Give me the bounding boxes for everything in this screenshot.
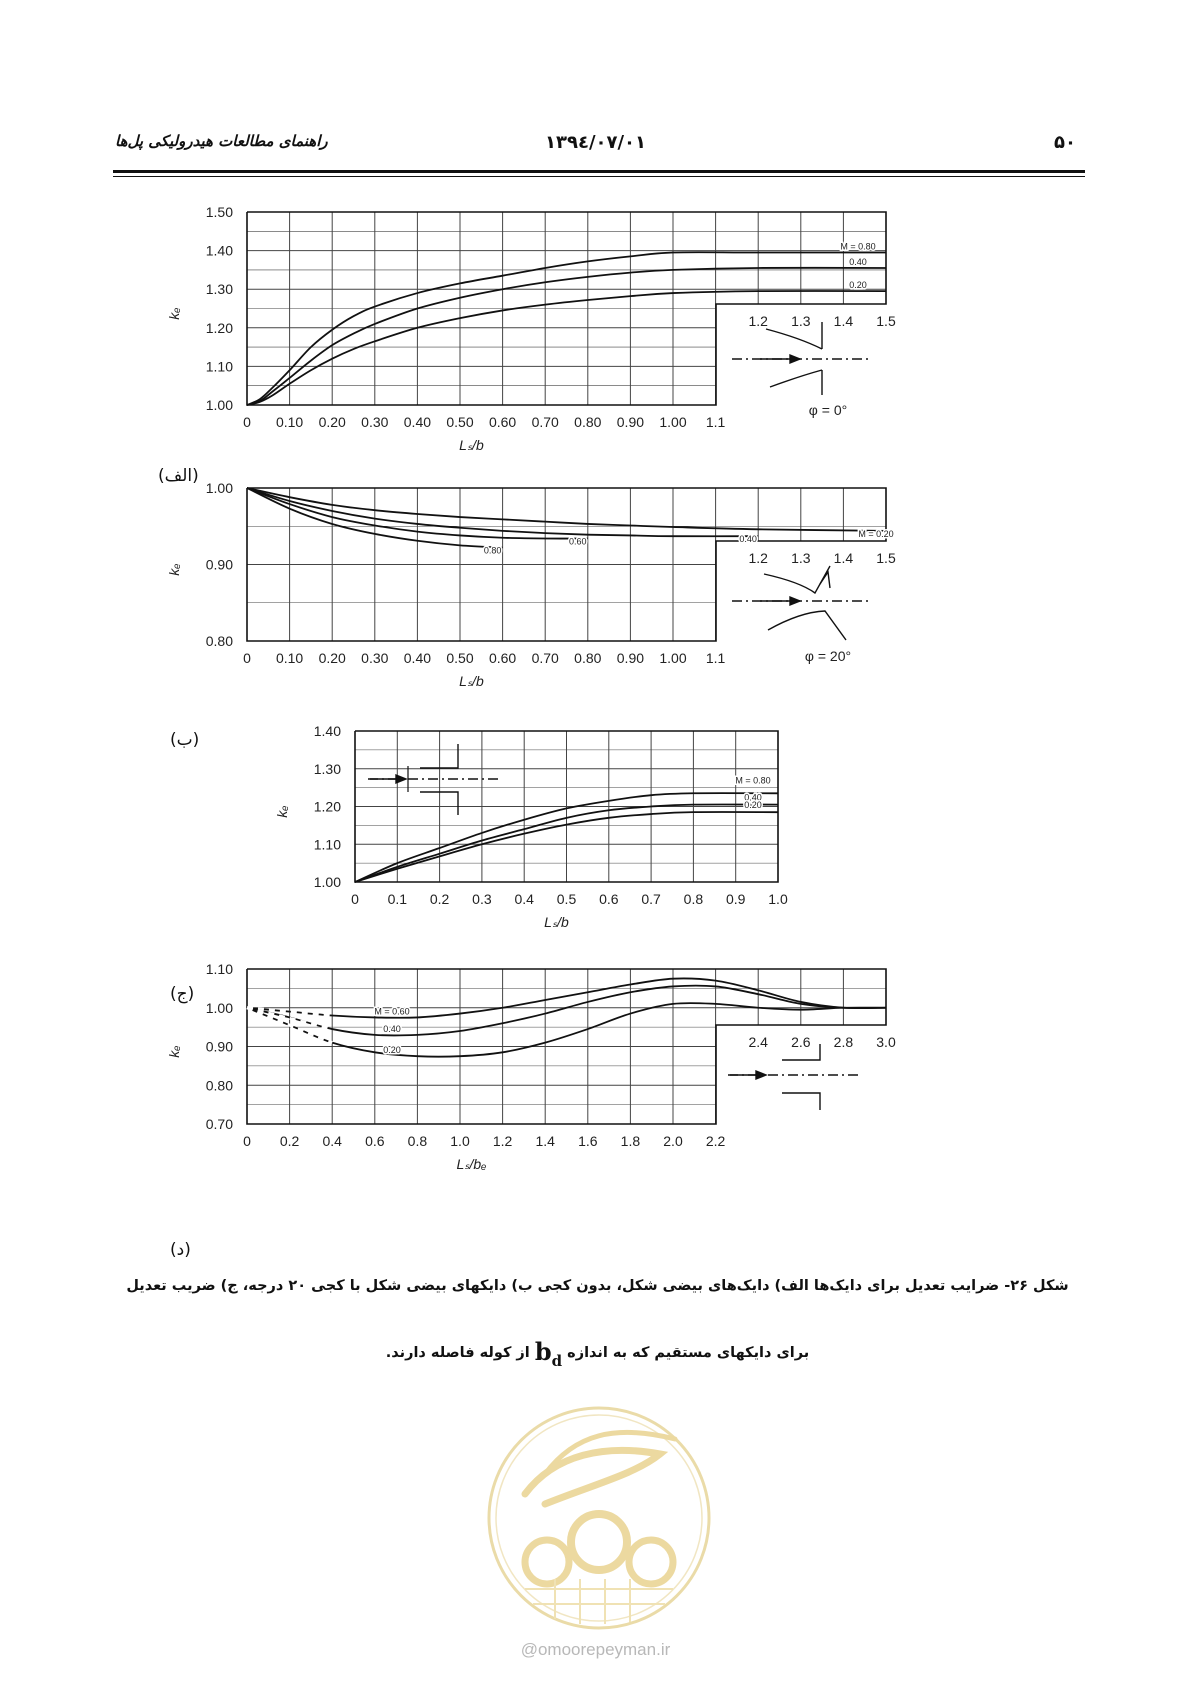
x-tick-label: 0.7 xyxy=(641,891,661,907)
x-tick-label: 0.20 xyxy=(318,414,346,430)
inset-tick-label: 1.5 xyxy=(876,550,896,566)
series-label: M = 0.60 xyxy=(374,1006,410,1017)
x-axis-label: Lₛ/b xyxy=(459,437,484,453)
y-tick-label: 0.90 xyxy=(205,556,233,573)
x-tick-label: 0.70 xyxy=(531,650,559,666)
x-tick-label: 0.2 xyxy=(279,1133,300,1149)
inset-tick-label: 1.3 xyxy=(791,550,811,566)
inset-sketch xyxy=(368,744,498,815)
inset-tick-label: 3.0 xyxy=(876,1034,896,1050)
y-tick-label: 1.50 xyxy=(205,204,233,220)
y-axis-label: kₑ xyxy=(166,1045,182,1058)
series-label: 0.20 xyxy=(744,800,762,811)
x-tick-label: 0.4 xyxy=(322,1133,342,1149)
x-tick-label: 0.4 xyxy=(514,891,534,907)
inset-sketch xyxy=(732,322,872,395)
x-tick-label: 2.0 xyxy=(663,1133,683,1149)
series-line xyxy=(247,986,886,1036)
series-label: 0.40 xyxy=(383,1023,401,1034)
y-tick-label: 1.00 xyxy=(205,999,233,1016)
inset-sketch xyxy=(732,566,872,640)
y-tick-label: 1.30 xyxy=(313,760,341,777)
panel-label-b: (ب) xyxy=(170,730,200,750)
inset-tick-label: 1.3 xyxy=(791,313,811,329)
abutment-upper xyxy=(420,744,458,768)
x-tick-label: 0.6 xyxy=(599,891,619,907)
series-line xyxy=(247,978,886,1017)
x-tick-label: 0.1 xyxy=(387,891,408,907)
y-tick-label: 1.10 xyxy=(205,358,233,375)
panel-label-d: (د) xyxy=(170,1240,191,1260)
x-tick-label: 1.1 xyxy=(705,414,726,430)
series-label: 0.60 xyxy=(569,536,587,547)
page-number: ۵۰ xyxy=(1054,132,1076,153)
abutment-lower xyxy=(420,792,458,815)
series-label: 0.40 xyxy=(739,534,757,545)
y-tick-label: 1.00 xyxy=(205,397,233,413)
x-tick-label: 0.80 xyxy=(574,414,602,430)
x-tick-label: 0.5 xyxy=(556,891,577,907)
inset-tick-label: 2.4 xyxy=(748,1034,768,1050)
x-tick-label: 1.8 xyxy=(620,1133,641,1149)
grid xyxy=(247,212,886,405)
chart-panel-1 xyxy=(166,204,896,453)
caption-text-pre: برای دایکهای مستقیم که به اندازه xyxy=(567,1345,810,1361)
x-tick-label: 1.6 xyxy=(578,1133,598,1149)
x-axis-label: Lₛ/b xyxy=(544,914,569,930)
x-tick-label: 0.10 xyxy=(275,650,304,666)
inset-angle-label: φ = 0° xyxy=(808,402,848,418)
chart-panel-3 xyxy=(274,723,788,930)
x-tick-label: 0.30 xyxy=(361,650,389,666)
y-tick-label: 0.80 xyxy=(205,633,233,649)
series-label: 0.40 xyxy=(849,256,867,267)
arrow-head xyxy=(396,775,406,783)
x-tick-label: 1.4 xyxy=(535,1133,555,1149)
panel-label-a: (الف) xyxy=(158,466,199,486)
y-tick-label: 1.40 xyxy=(205,242,233,259)
arrow-head xyxy=(756,1071,766,1079)
x-tick-label: 0.8 xyxy=(683,891,704,907)
y-tick-label: 1.20 xyxy=(205,319,233,336)
x-tick-label: 0.9 xyxy=(725,891,746,907)
x-tick-label: 0 xyxy=(243,1133,251,1149)
x-tick-label: 0.70 xyxy=(531,414,559,430)
y-tick-label: 1.10 xyxy=(205,961,233,977)
x-tick-label: 1.2 xyxy=(492,1133,513,1149)
x-tick-label: 1.0 xyxy=(768,891,788,907)
dike-lower xyxy=(768,611,846,640)
x-tick-label: 0.3 xyxy=(472,891,492,907)
series-label: 0.20 xyxy=(849,280,867,291)
arrow-head xyxy=(790,355,800,363)
x-tick-label: 0.40 xyxy=(403,650,432,666)
x-tick-label: 1.00 xyxy=(659,414,687,430)
figure-caption-line2 xyxy=(110,1338,1085,1370)
inset-tick-label: 2.6 xyxy=(791,1034,811,1050)
figure-caption: شکل ۲۶- ضرایب تعدیل برای دایک‌ها الف) دایک‌های بیضی شکل، بدون کجی ب) دایکهای بیضی شکل با کجی ۲۰ درجه، ج) ضریب تعدیل xyxy=(126,1278,1069,1294)
y-tick-label: 1.00 xyxy=(313,874,341,890)
x-tick-label: 0.80 xyxy=(574,650,602,666)
watermark-url: @omoorepeyman.ir xyxy=(520,1640,671,1659)
x-tick-label: 0 xyxy=(243,650,251,666)
arrow-head xyxy=(790,597,800,605)
x-tick-label: 0.10 xyxy=(275,414,304,430)
x-tick-label: 0.50 xyxy=(446,414,474,430)
running-title: راهنمای مطالعات هیدرولیکی پل‌ها xyxy=(115,132,328,150)
x-tick-label: 1.00 xyxy=(659,650,687,666)
watermark-logo xyxy=(485,1404,713,1632)
y-tick-label: 1.00 xyxy=(205,480,233,496)
header-date: ۱۳۹٤/۰۷/۰۱ xyxy=(544,132,647,153)
x-tick-label: 0.8 xyxy=(407,1133,428,1149)
x-tick-label: 0 xyxy=(351,891,359,907)
inset-angle-label: φ = 20° xyxy=(804,648,852,664)
x-axis-label: Lₛ/bₑ xyxy=(456,1156,487,1172)
series-label: M = 0.80 xyxy=(735,775,771,786)
x-tick-label: 1.1 xyxy=(705,650,726,666)
series-label: 0.80 xyxy=(483,545,502,556)
series-label: M = 0.20 xyxy=(858,528,894,539)
x-tick-label: 0.90 xyxy=(616,414,645,430)
series-label: M = 0.80 xyxy=(840,241,876,252)
y-tick-label: 1.10 xyxy=(313,836,341,853)
inset-tick-label: 2.8 xyxy=(833,1034,854,1050)
x-tick-label: 0.60 xyxy=(488,414,517,430)
abutment-lower xyxy=(782,1093,820,1110)
y-tick-label: 0.70 xyxy=(205,1116,233,1132)
inset-tick-label: 1.2 xyxy=(748,550,768,566)
y-tick-label: 1.20 xyxy=(313,798,341,815)
x-tick-label: 0.6 xyxy=(365,1133,385,1149)
x-tick-label: 0.2 xyxy=(429,891,450,907)
x-tick-label: 1.0 xyxy=(450,1133,470,1149)
y-axis-label: kₑ xyxy=(166,563,182,576)
dike-upper xyxy=(766,329,822,349)
y-tick-label: 0.90 xyxy=(205,1038,233,1055)
x-tick-label: 0.20 xyxy=(318,650,346,666)
chart-panel-2 xyxy=(166,480,896,689)
dike-lower xyxy=(770,370,822,387)
y-tick-label: 1.30 xyxy=(205,281,233,298)
panel-label-c: (ج) xyxy=(170,984,195,1004)
series-line xyxy=(247,488,886,531)
y-axis-label: kₑ xyxy=(274,805,290,818)
x-tick-label: 0.40 xyxy=(403,414,432,430)
series-label: 0.20 xyxy=(383,1045,401,1056)
x-tick-label: 0.30 xyxy=(361,414,389,430)
series-label: 0.40 xyxy=(744,792,762,803)
y-axis-label: kₑ xyxy=(166,307,182,320)
caption-text-post: از کوله فاصله دارند. xyxy=(385,1345,530,1361)
inset-tick-label: 1.4 xyxy=(833,550,854,566)
inset-sketch xyxy=(728,1044,860,1110)
y-tick-label: 0.80 xyxy=(205,1077,233,1094)
x-tick-label: 0.50 xyxy=(446,650,474,666)
y-tick-label: 1.40 xyxy=(313,723,341,739)
inset-tick-label: 1.5 xyxy=(876,313,896,329)
bd-symbol: $b_d$ xyxy=(534,1337,563,1370)
series-line xyxy=(247,291,886,405)
chart-panel-4 xyxy=(166,961,896,1172)
x-tick-label: 0 xyxy=(243,414,251,430)
dike-upper xyxy=(764,566,830,593)
x-axis-label: Lₛ/b xyxy=(459,673,484,689)
inset-tick-label: 1.2 xyxy=(748,313,768,329)
x-tick-label: 0.90 xyxy=(616,650,645,666)
x-tick-label: 0.60 xyxy=(488,650,517,666)
x-tick-label: 2.2 xyxy=(705,1133,726,1149)
inset-tick-label: 1.4 xyxy=(833,313,854,329)
